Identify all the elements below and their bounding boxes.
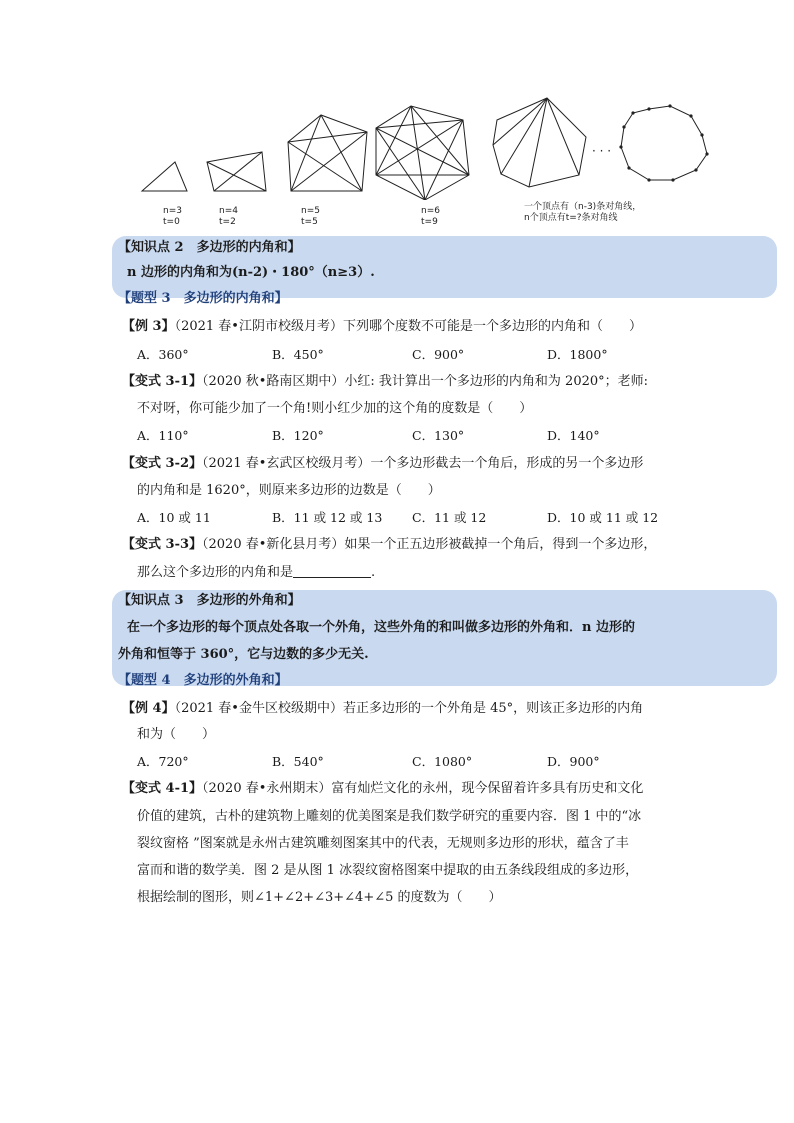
variant-4-1-tag: 【变式 4-1】 <box>122 781 203 796</box>
knowledge-point-2-text: n 边形的内角和为(n-2)・180°（n≥3）. <box>127 265 375 280</box>
example-4-option-c[interactable]: C．1080° <box>412 754 473 769</box>
answer-blank[interactable] <box>293 565 371 578</box>
variant-3-1-option-d[interactable]: D．140° <box>547 428 600 443</box>
example-4-line-2: 和为（ ） <box>137 727 216 742</box>
variant-3-3-period: . <box>371 565 376 580</box>
variant-4-1-text-1: （2020 春•永州期末）富有灿烂文化的永州，现今保留着许多具有历史和文化 <box>202 781 644 796</box>
variant-3-2-option-a[interactable]: A．10 或 11 <box>137 510 211 525</box>
variant-3-3-text-2: 那么这个多边形的内角和是 <box>137 565 294 580</box>
variant-3-2-tag: 【变式 3-2】 <box>122 456 203 471</box>
heptagon-shape <box>493 98 586 187</box>
example-4-tag: 【例 4】 <box>122 701 175 716</box>
example-3-tag: 【例 3】 <box>122 319 175 334</box>
n-gon-shape <box>621 106 707 180</box>
variant-4-1-line-3: 裂纹窗格 ”图案就是永州古建筑雕刻图案其中的代表，无规则多边形的形状，蕴含了丰 <box>137 836 629 851</box>
knowledge-point-2-title: 【知识点 2 多边形的内角和】 <box>118 240 301 255</box>
label-n3: n=3 <box>163 206 182 216</box>
variant-4-1-line-2: 价值的建筑，古朴的建筑物上雕刻的优美图案是我们数学研究的重要内容．图 1 中的“冰 <box>137 809 642 824</box>
example-3-line-1 <box>122 319 642 335</box>
label-t3: t=0 <box>163 217 180 227</box>
variant-3-1-text-1: （2020 秋•路南区期中）小红: 我计算出一个多边形的内角和为 2020°；老师: <box>202 374 649 389</box>
variant-3-3-line-2 <box>137 565 375 581</box>
example-3-option-c[interactable]: C．900° <box>412 347 465 362</box>
example-3-text: （2021 春•江阴市校级月考）下列哪个度数不可能是一个多边形的内角和（ ） <box>174 319 642 334</box>
quadrilateral-shape <box>207 152 266 191</box>
example-4-option-b[interactable]: B．540° <box>272 754 324 769</box>
triangle-shape <box>142 162 187 191</box>
example-4-text-1: （2021 春•金牛区校级期中）若正多边形的一个外角是 45°，则该正多边形的内角 <box>174 701 644 716</box>
topic-4-title: 【题型 4 多边形的外角和】 <box>118 673 288 688</box>
label-n5: n=5 <box>301 206 320 216</box>
hexagon-shape <box>376 106 469 200</box>
label-t4: t=2 <box>219 217 236 227</box>
topic-3-title: 【题型 3 多边形的内角和】 <box>118 291 288 306</box>
variant-3-3-text-1: （2020 春•新化县月考）如果一个正五边形被截掉一个角后，得到一个多边形， <box>202 537 657 552</box>
diagonal-note-1: 一个顶点有（n-3)条对角线， <box>524 202 642 212</box>
variant-3-1-tag: 【变式 3-1】 <box>122 374 203 389</box>
label-n6: n=6 <box>421 206 440 216</box>
variant-3-2-option-d[interactable]: D．10 或 11 或 12 <box>547 510 659 525</box>
label-t5: t=5 <box>301 217 318 227</box>
polygon-diagonals-figure <box>130 90 720 200</box>
label-t6: t=9 <box>421 217 438 227</box>
variant-3-2-text-1: （2021 春•玄武区校级月考）一个多边形截去一个角后，形成的另一个多边形 <box>202 456 644 471</box>
example-4-line-1 <box>122 701 643 717</box>
variant-3-3-line-1 <box>122 537 656 553</box>
label-n4: n=4 <box>219 206 238 216</box>
variant-3-3-tag: 【变式 3-3】 <box>122 537 203 552</box>
variant-3-2-option-b[interactable]: B．11 或 12 或 13 <box>272 510 383 525</box>
example-3-option-a[interactable]: A．360° <box>137 347 189 362</box>
variant-3-1-line-2: 不对呀，你可能少加了一个角!则小红少加的这个角的度数是（ ） <box>137 401 533 416</box>
pentagon-shape <box>288 115 367 191</box>
variant-3-2-line-2: 的内角和是 1620°，则原来多边形的边数是（ ） <box>137 483 441 498</box>
knowledge-point-3-title: 【知识点 3 多边形的外角和】 <box>118 593 301 608</box>
ellipsis-dots: · · · <box>592 144 612 158</box>
example-3-option-b[interactable]: B．450° <box>272 347 324 362</box>
variant-3-1-option-a[interactable]: A．110° <box>137 428 189 443</box>
variant-3-1-option-c[interactable]: C．130° <box>412 428 465 443</box>
knowledge-point-3-line-1: 在一个多边形的每个顶点处各取一个外角，这些外角的和叫做多边形的外角和．n 边形的 <box>127 620 635 635</box>
variant-3-2-option-c[interactable]: C．11 或 12 <box>412 510 487 525</box>
variant-4-1-line-1 <box>122 781 643 797</box>
example-4-option-a[interactable]: A．720° <box>137 754 189 769</box>
diagonal-note-2: n个顶点有t=?条对角线 <box>524 213 618 223</box>
variant-3-1-line-1 <box>122 374 648 390</box>
example-4-option-d[interactable]: D．900° <box>547 754 600 769</box>
knowledge-point-3-line-2: 外角和恒等于 360°，它与边数的多少无关. <box>118 647 369 662</box>
variant-4-1-line-4: 富而和谐的数学美．图 2 是从图 1 冰裂纹窗格图案中提取的由五条线段组成的多边形， <box>137 863 639 878</box>
variant-4-1-line-5: 根据绘制的图形，则∠1+∠2+∠3+∠4+∠5 的度数为（ ） <box>137 890 502 905</box>
variant-3-2-line-1 <box>122 456 643 472</box>
example-3-option-d[interactable]: D．1800° <box>547 347 608 362</box>
variant-3-1-option-b[interactable]: B．120° <box>272 428 324 443</box>
